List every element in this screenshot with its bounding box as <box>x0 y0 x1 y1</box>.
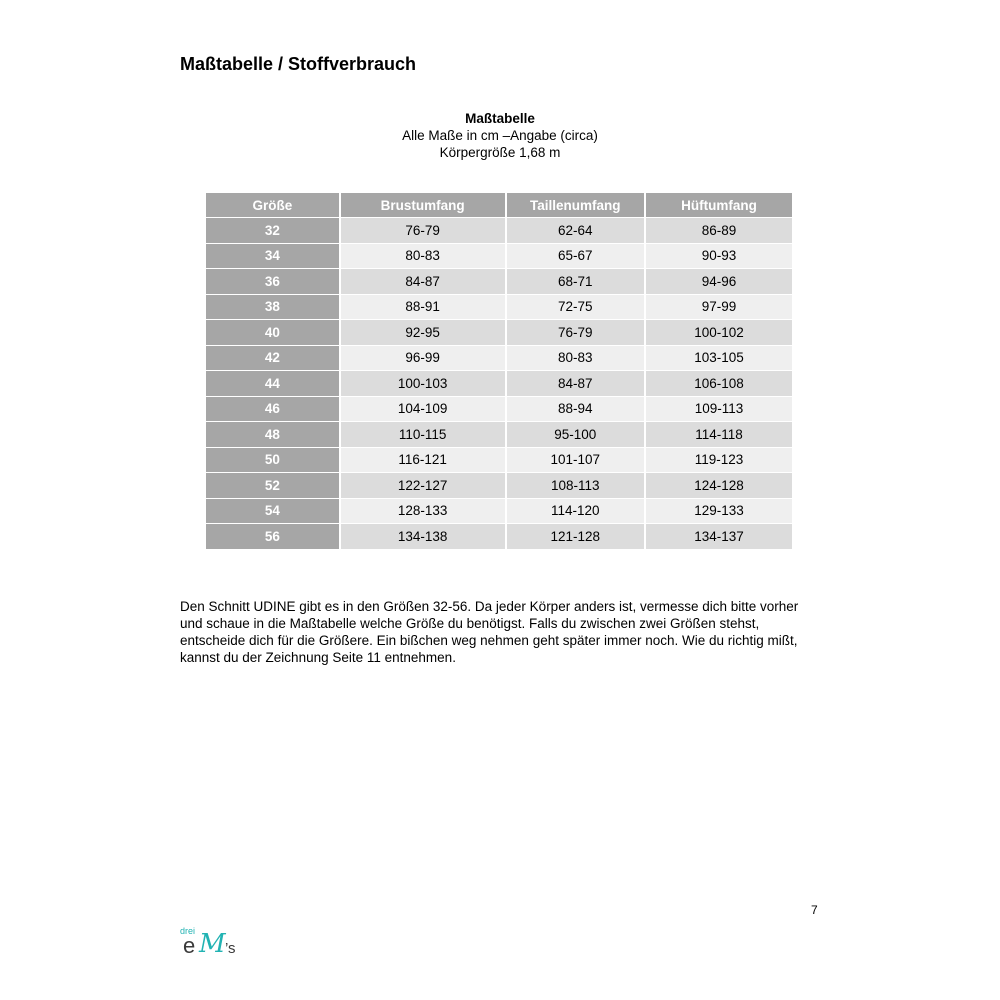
cell-chest: 122-127 <box>341 473 505 499</box>
cell-waist: 95-100 <box>507 422 644 448</box>
cell-chest: 100-103 <box>341 371 505 397</box>
cell-waist: 121-128 <box>507 524 644 550</box>
header-hip: Hüftumfang <box>646 193 792 218</box>
cell-waist: 68-71 <box>507 269 644 295</box>
table-caption <box>0 110 1000 161</box>
cell-waist: 72-75 <box>507 295 644 321</box>
cell-hip: 119-123 <box>646 448 792 474</box>
cell-size: 36 <box>206 269 339 295</box>
cell-size: 32 <box>206 218 339 244</box>
brand-logo <box>180 922 250 958</box>
cell-chest: 128-133 <box>341 499 505 525</box>
page-number: 7 <box>811 903 818 917</box>
cell-waist: 62-64 <box>507 218 644 244</box>
cell-size: 42 <box>206 346 339 372</box>
table-row <box>206 269 792 295</box>
cell-waist: 65-67 <box>507 244 644 270</box>
table-row <box>206 499 792 525</box>
cell-size: 46 <box>206 397 339 423</box>
cell-hip: 86-89 <box>646 218 792 244</box>
cell-waist: 80-83 <box>507 346 644 372</box>
cell-size: 50 <box>206 448 339 474</box>
cell-chest: 88-91 <box>341 295 505 321</box>
table-row <box>206 295 792 321</box>
body-text: Den Schnitt UDINE gibt es in den Größen 32-56. Da jeder Körper anders ist, vermesse dich bitte vorher und schaue in die Maßtabelle welche Größe du benötigst. Falls du zwischen zwei Größen stehst, entscheide dich für die Größere. Ein bißchen weg nehmen geht später immer noch. Wie du richtig mißt, kannst du der Zeichnung Seite 11 entnehmen. <box>180 599 799 665</box>
table-caption-units: Alle Maße in cm –Angabe (circa) <box>402 128 598 143</box>
header-chest: Brustumfang <box>341 193 505 218</box>
cell-waist: 88-94 <box>507 397 644 423</box>
cell-chest: 84-87 <box>341 269 505 295</box>
cell-size: 40 <box>206 320 339 346</box>
cell-chest: 116-121 <box>341 448 505 474</box>
cell-chest: 80-83 <box>341 244 505 270</box>
cell-waist: 84-87 <box>507 371 644 397</box>
cell-hip: 134-137 <box>646 524 792 550</box>
cell-hip: 100-102 <box>646 320 792 346</box>
logo-text-drei: drei <box>180 926 196 936</box>
cell-size: 34 <box>206 244 339 270</box>
cell-size: 44 <box>206 371 339 397</box>
cell-size: 48 <box>206 422 339 448</box>
table-row <box>206 448 792 474</box>
cell-chest: 92-95 <box>341 320 505 346</box>
cell-size: 52 <box>206 473 339 499</box>
table-row <box>206 397 792 423</box>
table-caption-body-height: Körpergröße 1,68 m <box>439 145 561 160</box>
table-body <box>206 218 792 550</box>
cell-hip: 124-128 <box>646 473 792 499</box>
cell-hip: 129-133 <box>646 499 792 525</box>
logo-text-e: e <box>183 933 196 958</box>
cell-chest: 104-109 <box>341 397 505 423</box>
header-size: Größe <box>206 193 339 218</box>
size-table <box>204 193 794 550</box>
table-caption-title: Maßtabelle <box>465 111 535 126</box>
cell-size: 38 <box>206 295 339 321</box>
cell-size: 54 <box>206 499 339 525</box>
header-waist: Taillenumfang <box>507 193 644 218</box>
table-row <box>206 371 792 397</box>
table-row <box>206 320 792 346</box>
cell-chest: 76-79 <box>341 218 505 244</box>
logo-text-m: M <box>199 929 226 958</box>
cell-hip: 97-99 <box>646 295 792 321</box>
table-row <box>206 244 792 270</box>
table-row <box>206 473 792 499</box>
cell-chest: 96-99 <box>341 346 505 372</box>
cell-waist: 101-107 <box>507 448 644 474</box>
logo-text-s: ’s <box>225 940 236 957</box>
cell-hip: 94-96 <box>646 269 792 295</box>
table-row <box>206 346 792 372</box>
cell-waist: 114-120 <box>507 499 644 525</box>
cell-hip: 106-108 <box>646 371 792 397</box>
table-row <box>206 524 792 550</box>
cell-chest: 110-115 <box>341 422 505 448</box>
table-header-row <box>206 193 792 218</box>
cell-chest: 134-138 <box>341 524 505 550</box>
cell-hip: 90-93 <box>646 244 792 270</box>
cell-hip: 114-118 <box>646 422 792 448</box>
cell-waist: 108-113 <box>507 473 644 499</box>
cell-hip: 103-105 <box>646 346 792 372</box>
table-row <box>206 218 792 244</box>
cell-size: 56 <box>206 524 339 550</box>
cell-hip: 109-113 <box>646 397 792 423</box>
page-heading: Maßtabelle / Stoffverbrauch <box>180 54 417 74</box>
cell-waist: 76-79 <box>507 320 644 346</box>
table-row <box>206 422 792 448</box>
